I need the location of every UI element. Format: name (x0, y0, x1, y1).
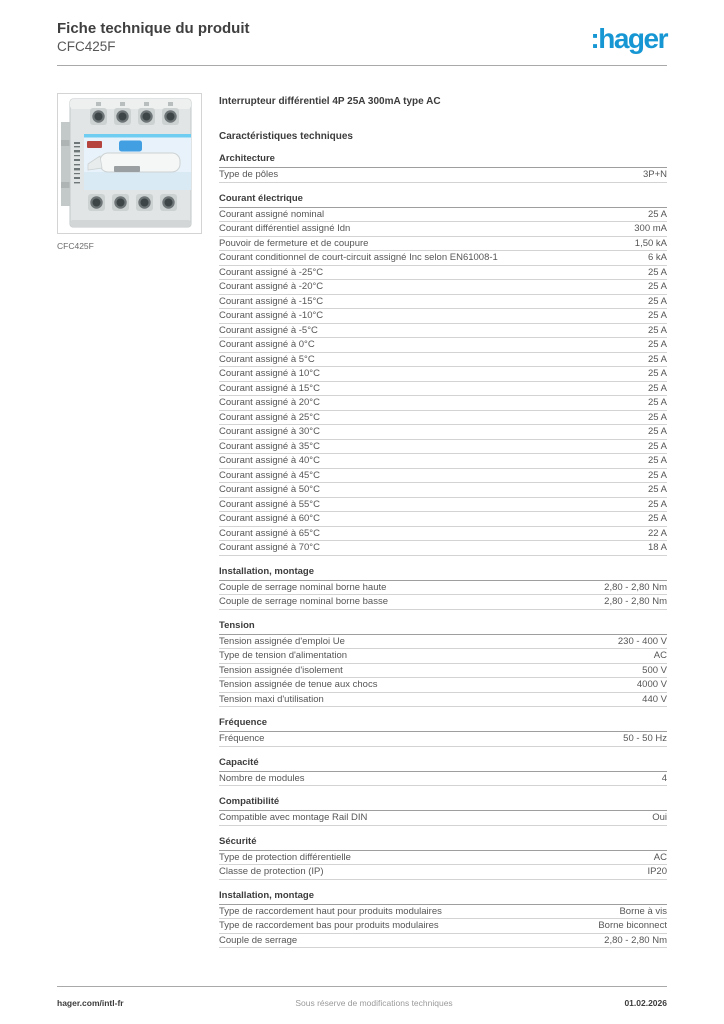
spec-value: 2,80 - 2,80 Nm (604, 581, 667, 593)
spec-label: Tension assignée d'emploi Ue (219, 635, 345, 647)
spec-label: Courant assigné à -10°C (219, 310, 324, 321)
spec-label: Couple de serrage nominal borne basse (219, 596, 388, 607)
spec-row (219, 324, 667, 339)
spec-label: Courant assigné à 0°C (219, 339, 315, 350)
spec-label: Courant assigné à 10°C (219, 368, 320, 379)
spec-row (219, 309, 667, 324)
spec-label: Type de raccordement bas pour produits modulaires (219, 920, 439, 931)
spec-sections (219, 154, 667, 948)
spec-value: 6 kA (647, 252, 667, 263)
spec-value: 25 A (647, 310, 667, 321)
spec-label: Courant assigné à 35°C (219, 440, 320, 452)
spec-value: Borne à vis (619, 905, 667, 917)
spec-row (219, 595, 667, 610)
spec-row (219, 440, 667, 455)
spec-label: Courant assigné à 70°C (219, 542, 320, 553)
spec-row (219, 280, 667, 295)
spec-row (219, 353, 667, 368)
section-title: Sécurité (219, 837, 667, 851)
product-image-caption: CFC425F (57, 241, 94, 251)
spec-value: 25 A (647, 426, 667, 437)
section-title: Installation, montage (219, 891, 667, 905)
spec-value: 25 A (647, 382, 667, 394)
spec-row (219, 222, 667, 237)
spec-row (219, 237, 667, 252)
spec-value: 25 A (647, 295, 667, 307)
spec-row (219, 649, 667, 664)
section-title: Courant électrique (219, 194, 667, 208)
spec-value: 440 V (642, 693, 667, 705)
spec-label: Courant assigné à 5°C (219, 353, 315, 365)
spec-label: Type de protection différentielle (219, 851, 351, 863)
footer-date: 01.02.2026 (624, 998, 667, 1008)
spec-label: Courant différentiel assigné Idn (219, 223, 351, 234)
spec-value: 25 A (647, 440, 667, 452)
spec-row (219, 367, 667, 382)
spec-row (219, 678, 667, 693)
spec-value: 25 A (647, 281, 667, 292)
spec-label: Tension assignée de tenue aux chocs (219, 679, 378, 690)
spec-value: 25 A (647, 484, 667, 495)
spec-section (219, 621, 667, 708)
spec-value: AC (653, 650, 667, 661)
spec-row (219, 498, 667, 513)
section-title: Compatibilité (219, 797, 667, 811)
spec-row (219, 527, 667, 542)
spec-label: Courant assigné à 60°C (219, 513, 320, 524)
spec-value: 25 A (647, 498, 667, 510)
spec-label: Courant conditionnel de court-circuit assigné Inc selon EN61008-1 (219, 252, 498, 263)
spec-value: 3P+N (642, 169, 667, 180)
spec-row (219, 664, 667, 679)
spec-value: 2,80 - 2,80 Nm (604, 934, 667, 946)
footer-row (57, 998, 667, 1008)
spec-label: Type de tension d'alimentation (219, 650, 348, 661)
spec-value: 25 A (647, 411, 667, 423)
spec-row (219, 338, 667, 353)
spec-value: 25 A (647, 208, 667, 220)
spec-label: Tension maxi d'utilisation (219, 693, 324, 705)
specs-column (219, 93, 667, 948)
spec-value: 25 A (647, 397, 667, 408)
spec-row (219, 483, 667, 498)
product-reference: CFC425F (57, 39, 116, 54)
spec-label: Fréquence (219, 733, 265, 744)
spec-value: 50 - 50 Hz (623, 733, 667, 744)
spec-label: Couple de serrage nominal borne haute (219, 581, 387, 593)
spec-row (219, 251, 667, 266)
product-image-column (57, 93, 219, 948)
footer-divider (57, 986, 667, 987)
spec-value: 22 A (647, 527, 667, 539)
spec-row (219, 635, 667, 650)
spec-row (219, 266, 667, 281)
spec-value: 4000 V (636, 679, 667, 690)
section-title: Architecture (219, 154, 667, 168)
spec-value: 25 A (647, 353, 667, 365)
spec-label: Courant assigné nominal (219, 208, 325, 220)
spec-section (219, 891, 667, 949)
spec-value: 25 A (647, 324, 667, 336)
spec-row (219, 934, 667, 949)
spec-label: Courant assigné à 25°C (219, 411, 320, 423)
spec-section (219, 154, 667, 183)
spec-row (219, 168, 667, 183)
spec-row (219, 919, 667, 934)
spec-label: Pouvoir de fermeture et de coupure (219, 237, 369, 249)
spec-label: Courant assigné à 45°C (219, 469, 320, 481)
section-title: Installation, montage (219, 567, 667, 581)
page-footer (57, 986, 667, 1008)
spec-label: Courant assigné à 55°C (219, 498, 320, 510)
section-title: Capacité (219, 758, 667, 772)
characteristics-heading: Caractéristiques techniques (219, 131, 353, 142)
spec-label: Type de raccordement haut pour produits modulaires (219, 905, 442, 917)
spec-label: Courant assigné à 65°C (219, 527, 320, 539)
header-divider (57, 65, 667, 66)
spec-section (219, 567, 667, 610)
header-text-block (57, 20, 250, 55)
product-title: Interrupteur différentiel 4P 25A 300mA type AC (219, 96, 441, 107)
spec-row (219, 541, 667, 556)
spec-section (219, 194, 667, 556)
spec-row (219, 411, 667, 426)
spec-row (219, 208, 667, 223)
spec-value: 4 (661, 772, 667, 784)
spec-value: IP20 (647, 866, 667, 877)
circuit-breaker-image (58, 94, 201, 233)
spec-row (219, 425, 667, 440)
spec-label: Classe de protection (IP) (219, 866, 324, 877)
spec-label: Compatible avec montage Rail DIN (219, 812, 368, 823)
spec-label: Tension assignée d'isolement (219, 664, 343, 676)
section-title: Fréquence (219, 718, 667, 732)
spec-row (219, 295, 667, 310)
spec-row (219, 811, 667, 826)
spec-value: 2,80 - 2,80 Nm (604, 596, 667, 607)
spec-row (219, 865, 667, 880)
spec-label: Courant assigné à -25°C (219, 266, 324, 278)
spec-row (219, 851, 667, 866)
spec-row (219, 693, 667, 708)
hager-logo: :hager (590, 23, 667, 54)
spec-label: Courant assigné à 50°C (219, 484, 320, 495)
spec-row (219, 772, 667, 787)
spec-value: 1,50 kA (634, 237, 667, 249)
spec-value: AC (653, 851, 667, 863)
spec-row (219, 732, 667, 747)
spec-value: 25 A (647, 455, 667, 466)
spec-row (219, 512, 667, 527)
spec-row (219, 581, 667, 596)
spec-value: Borne biconnect (598, 920, 667, 931)
spec-label: Courant assigné à 30°C (219, 426, 320, 437)
spec-value: 25 A (647, 469, 667, 481)
spec-row (219, 905, 667, 920)
spec-value: 230 - 400 V (617, 635, 667, 647)
spec-value: 25 A (647, 339, 667, 350)
product-image-frame (57, 93, 202, 234)
spec-value: 25 A (647, 266, 667, 278)
spec-value: 500 V (642, 664, 667, 676)
spec-value: 25 A (647, 368, 667, 379)
spec-label: Courant assigné à -15°C (219, 295, 324, 307)
spec-label: Courant assigné à -20°C (219, 281, 324, 292)
spec-row (219, 469, 667, 484)
spec-section (219, 837, 667, 880)
spec-section (219, 797, 667, 826)
footer-website: hager.com/intl-fr (57, 998, 124, 1008)
spec-section (219, 718, 667, 747)
spec-value: 18 A (647, 542, 667, 553)
spec-row (219, 454, 667, 469)
spec-label: Nombre de modules (219, 772, 305, 784)
page-title: Fiche technique du produit (57, 20, 250, 37)
spec-label: Courant assigné à 40°C (219, 455, 320, 466)
spec-label: Couple de serrage (219, 934, 298, 946)
spec-value: Oui (652, 812, 667, 823)
spec-label: Courant assigné à -5°C (219, 324, 318, 336)
spec-label: Type de pôles (219, 169, 279, 180)
spec-value: 300 mA (634, 223, 667, 234)
spec-row (219, 396, 667, 411)
page-header (57, 20, 667, 55)
spec-section (219, 758, 667, 787)
section-title: Tension (219, 621, 667, 635)
spec-value: 25 A (647, 513, 667, 524)
spec-label: Courant assigné à 20°C (219, 397, 320, 408)
spec-row (219, 382, 667, 397)
footer-disclaimer: Sous réserve de modifications techniques (295, 998, 453, 1008)
main-content (57, 93, 667, 948)
spec-label: Courant assigné à 15°C (219, 382, 320, 394)
